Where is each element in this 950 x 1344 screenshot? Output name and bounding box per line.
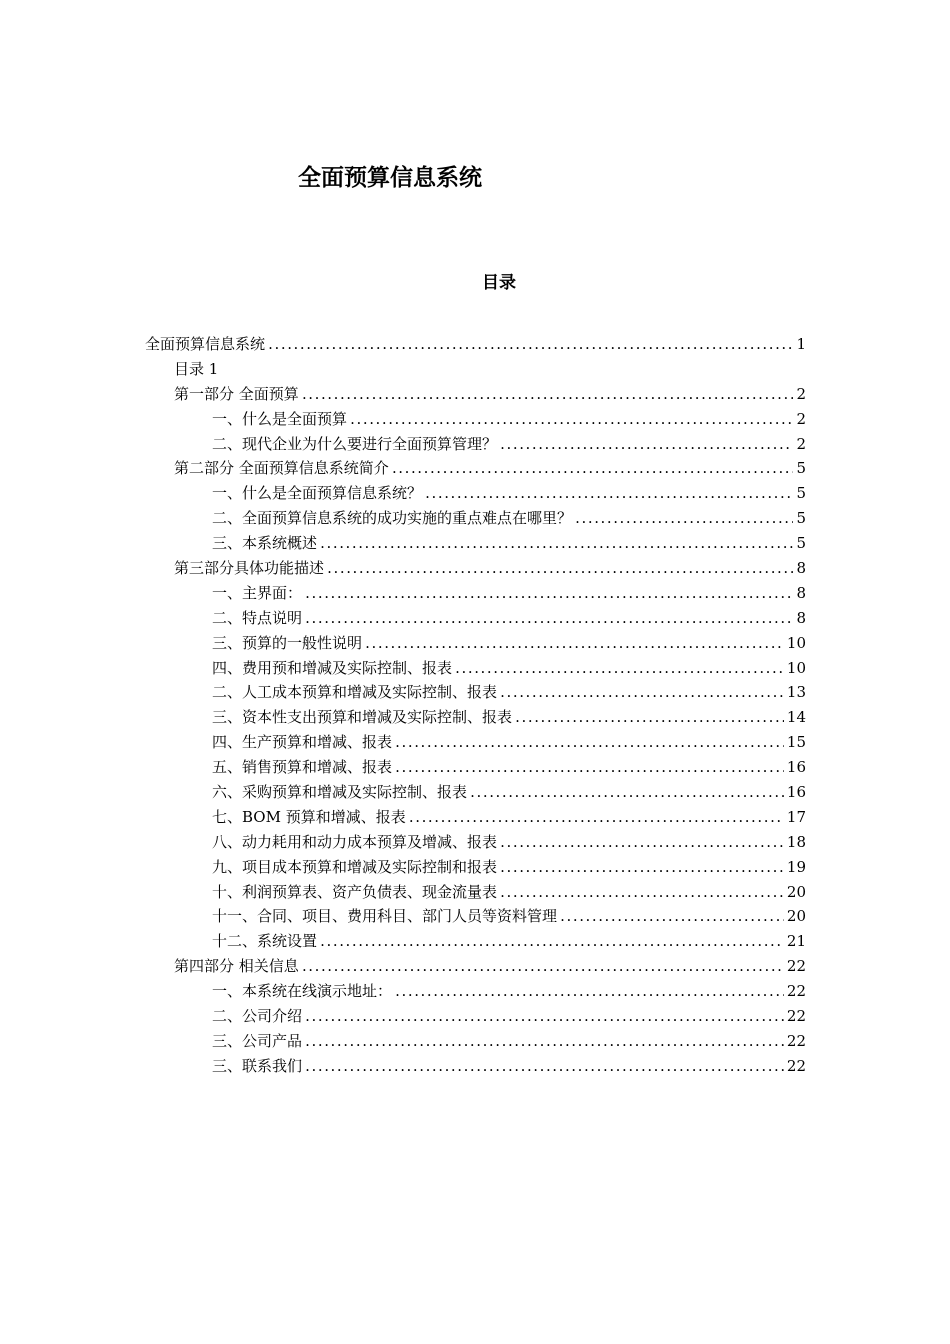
toc-entry-title: 八、动力耗用和动力成本预算及增减、报表 . . . [212,830,800,855]
toc-entry[interactable] [0,556,950,581]
toc-entry-title: 十、利润预算表、资产负债表、现金流量表 . . . [212,880,800,905]
toc-entry-title: 四、费用预和增减及实际控制、报表 . . . [212,656,800,681]
toc-entry-title: 九、项目成本预算和增减及实际控制和报表 . . . [212,855,800,880]
toc-entry[interactable] [0,506,950,531]
table-of-contents [0,332,950,1079]
toc-entry-title: 目录 1 [174,359,219,378]
toc-entry-page-number: 5 [793,456,806,481]
toc-entry-page-number: 8 [793,581,806,606]
toc-entry-title: 一、主界面： . . . [212,581,800,606]
toc-entry-page-number: 8 [793,606,806,631]
toc-entry-page-number: 20 [784,904,806,929]
toc-entry[interactable] [0,481,950,506]
toc-entry-page-number: 22 [784,1004,806,1029]
toc-entry-page-number: 22 [784,954,806,979]
toc-entry-title: 三、联系我们 . . . [212,1054,800,1079]
toc-entry-page-number: 22 [784,1054,806,1079]
toc-entry-page-number: 22 [784,1029,806,1054]
toc-entry-title: 一、本系统在线演示地址： . . . [212,979,800,1004]
toc-entry-page-number: 20 [784,880,806,905]
toc-entry-title: 二、人工成本预算和增减及实际控制、报表 . . . [212,680,800,705]
toc-entry-page-number: 2 [793,407,806,432]
toc-entry-title: 二、现代企业为什么要进行全面预算管理？ . . . [212,432,800,457]
toc-entry[interactable] [0,705,950,730]
toc-entry-title: 三、公司产品 . . . [212,1029,800,1054]
toc-entry-page-number: 21 [784,929,806,954]
toc-entry-title: 二、特点说明 . . . [212,606,800,631]
toc-entry[interactable] [0,855,950,880]
toc-entry[interactable] [0,1054,950,1079]
toc-entry[interactable] [0,830,950,855]
toc-entry-title: 四、生产预算和增减、报表 . . . [212,730,800,755]
toc-entry-page-number: 18 [784,830,806,855]
toc-entry[interactable] [0,432,950,457]
toc-entry[interactable] [0,680,950,705]
toc-entry-title: 七、BOM 预算和增减、报表 . . . [212,805,800,830]
toc-entry[interactable] [0,755,950,780]
toc-entry-title: 一、什么是全面预算信息系统？ . . . [212,481,800,506]
toc-entry[interactable] [0,656,950,681]
toc-entry-title: 十一、合同、项目、费用科目、部门人员等资料管理 . . . [212,904,800,929]
toc-entry[interactable] [0,979,950,1004]
toc-entry-page-number: 16 [784,780,806,805]
document-title: 全面预算信息系统 [298,165,482,191]
toc-entry-title: 六、采购预算和增减及实际控制、报表 . . . [212,780,800,805]
toc-entry-title: 全面预算信息系统 . . . [145,332,800,357]
toc-entry-title: 二、全面预算信息系统的成功实施的重点难点在哪里？ . . . [212,506,800,531]
toc-entry-title: 第二部分 全面预算信息系统简介 . . . [174,456,800,481]
toc-entry-page-number: 5 [793,531,806,556]
toc-entry[interactable] [0,880,950,905]
toc-entry-page-number: 10 [784,631,806,656]
toc-entry-title: 第一部分 全面预算 . . . [174,382,800,407]
toc-entry-title: 五、销售预算和增减、报表 . . . [212,755,800,780]
toc-entry-title: 二、公司介绍 . . . [212,1004,800,1029]
toc-entry[interactable] [0,606,950,631]
toc-entry-page-number: 2 [793,382,806,407]
toc-entry[interactable] [0,531,950,556]
toc-entry-page-number: 10 [784,656,806,681]
toc-entry-title: 第三部分具体功能描述 . . . [174,556,800,581]
toc-heading: 目录 [482,273,516,293]
toc-entry-page-number: 8 [793,556,806,581]
toc-entry-page-number: 19 [784,855,806,880]
toc-entry-page-number: 14 [784,705,806,730]
toc-entry-page-number: 1 [793,332,806,357]
toc-entry[interactable] [0,581,950,606]
toc-entry-page-number: 5 [793,506,806,531]
toc-entry-title: 三、预算的一般性说明 . . . [212,631,800,656]
toc-entry[interactable] [0,929,950,954]
toc-entry-title: 第四部分 相关信息 . . . [174,954,800,979]
toc-entry-page-number: 15 [784,730,806,755]
toc-entry-page-number: 16 [784,755,806,780]
toc-entry[interactable] [0,357,950,382]
toc-entry-page-number: 22 [784,979,806,1004]
toc-entry[interactable] [0,631,950,656]
toc-entry[interactable] [0,332,950,357]
toc-entry[interactable] [0,954,950,979]
toc-entry[interactable] [0,456,950,481]
toc-entry[interactable] [0,805,950,830]
toc-entry-page-number: 2 [793,432,806,457]
toc-entry[interactable] [0,904,950,929]
toc-entry[interactable] [0,730,950,755]
toc-entry-title: 一、什么是全面预算 . . . [212,407,800,432]
toc-entry-page-number: 13 [784,680,806,705]
toc-entry-page-number: 5 [793,481,806,506]
toc-entry[interactable] [0,1004,950,1029]
toc-entry-title: 三、本系统概述 . . . [212,531,800,556]
toc-entry[interactable] [0,382,950,407]
toc-entry-title: 三、资本性支出预算和增减及实际控制、报表 . . . [212,705,800,730]
toc-entry-page-number: 17 [784,805,806,830]
toc-entry[interactable] [0,1029,950,1054]
toc-entry[interactable] [0,780,950,805]
toc-entry-title: 十二、系统设置 . . . [212,929,800,954]
toc-entry[interactable] [0,407,950,432]
